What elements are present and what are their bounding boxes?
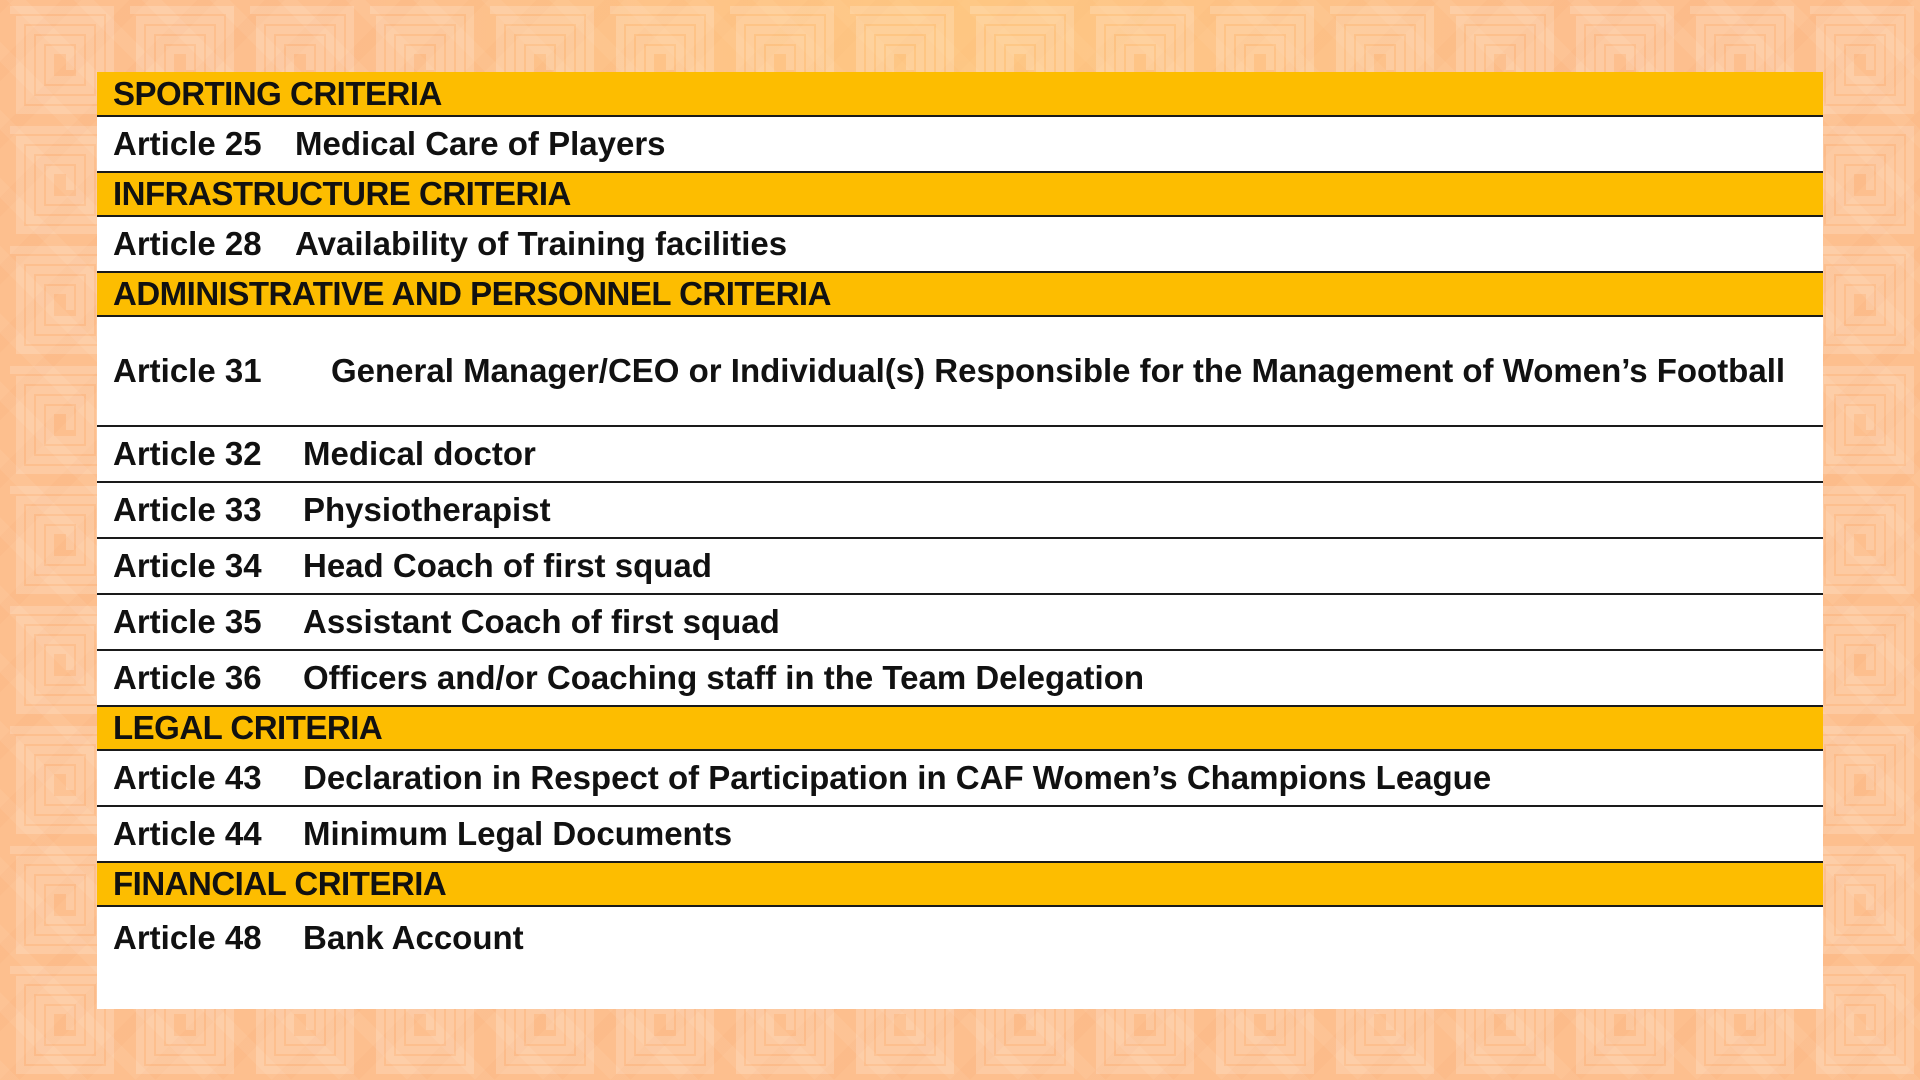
section-header-sporting: [97, 72, 1823, 116]
article-row: [97, 316, 1823, 426]
article-number: Article 32: [113, 435, 262, 472]
article-number: Article 44: [113, 815, 262, 852]
article-row: [97, 650, 1823, 706]
section-heading: LEGAL CRITERIA: [97, 706, 1823, 750]
article-title: Medical doctor: [303, 435, 536, 472]
article-row: [97, 594, 1823, 650]
article-title: Assistant Coach of first squad: [303, 603, 780, 640]
article-row: [97, 538, 1823, 594]
section-heading: SPORTING CRITERIA: [97, 72, 1823, 116]
article-number: Article 33: [113, 491, 262, 528]
article-number: Article 31: [113, 351, 262, 389]
section-heading: ADMINISTRATIVE AND PERSONNEL CRITERIA: [97, 272, 1823, 316]
article-number: Article 34: [113, 547, 262, 584]
article-row: [97, 482, 1823, 538]
article-number: Article 35: [113, 603, 262, 640]
section-header-legal: [97, 706, 1823, 750]
article-number: Article 36: [113, 659, 262, 696]
article-row: [97, 426, 1823, 482]
section-header-administrative: [97, 272, 1823, 316]
article-row: [97, 216, 1823, 272]
article-number: Article 48: [113, 918, 262, 956]
article-title: Physiotherapist: [303, 491, 551, 528]
article-number: Article 43: [113, 759, 262, 796]
article-number: Article 28: [113, 225, 262, 262]
article-title: Minimum Legal Documents: [303, 815, 733, 852]
section-header-financial: [97, 862, 1823, 906]
article-title: Medical Care of Players: [295, 125, 666, 162]
article-row: [97, 750, 1823, 806]
section-header-infrastructure: [97, 172, 1823, 216]
article-title: Bank Account: [303, 918, 524, 956]
section-heading: INFRASTRUCTURE CRITERIA: [97, 172, 1823, 216]
article-row: [97, 116, 1823, 172]
article-title: Officers and/or Coaching staff in the Team Delegation: [303, 659, 1145, 696]
criteria-table-panel: [97, 72, 1823, 1009]
article-title: Declaration in Respect of Participation in CAF Women’s Champions League: [303, 759, 1492, 796]
article-row: [97, 906, 1823, 968]
article-title: General Manager/CEO or Individual(s) Responsible for the Management of Women’s Football: [331, 351, 1786, 389]
criteria-table: [97, 72, 1823, 968]
section-heading: FINANCIAL CRITERIA: [97, 862, 1823, 906]
article-number: Article 25: [113, 125, 262, 162]
article-title: Head Coach of first squad: [303, 547, 712, 584]
article-row: [97, 806, 1823, 862]
article-title: Availability of Training facilities: [295, 225, 788, 262]
